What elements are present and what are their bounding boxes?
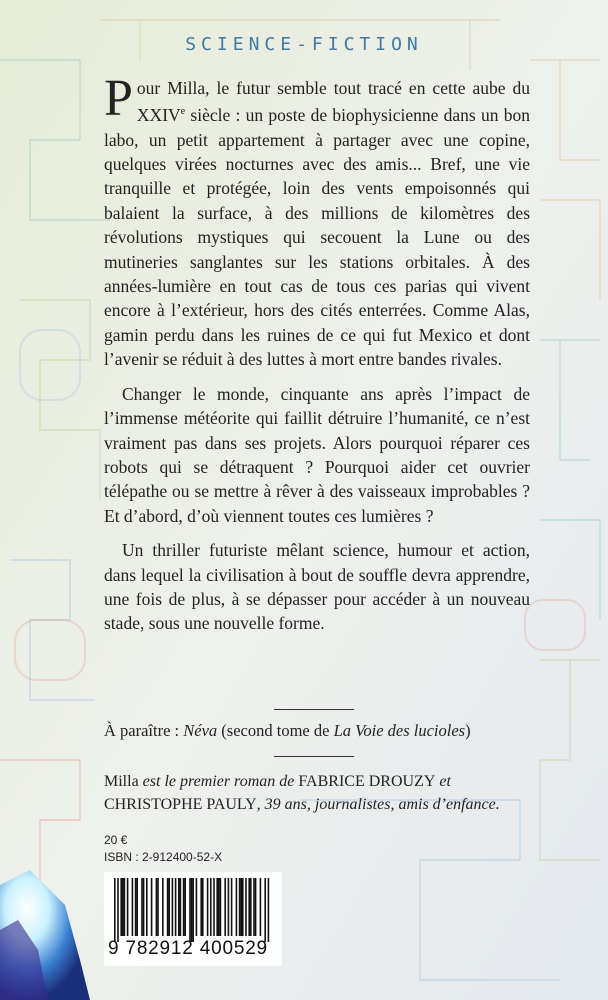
barcode-bar [180,878,182,936]
barcode-bar [245,878,247,936]
barcode-bar [242,878,244,936]
barcode-bar [268,878,270,942]
barcode-bar [224,878,226,936]
century-numeral: XXIV [136,105,181,126]
separator-line-2 [274,756,354,757]
barcode-bar [210,878,212,936]
barcode-bar [172,878,174,936]
author-note-text-3: , 39 ans, journalistes, amis d’enfance. [256,796,500,813]
drop-cap: P [104,70,133,127]
forthcoming-middle: (second tome de [217,721,334,740]
barcode-bar [124,878,126,936]
forthcoming-prefix: À paraître : [104,721,184,740]
barcode-bar [184,878,186,936]
barcode-bar [146,878,148,936]
barcode-bar [253,878,255,936]
book-title: Milla [104,773,139,790]
genre-header: SCIENCE-FICTION [185,34,423,55]
barcode-digits: 9 782912 400529 [108,938,268,959]
barcode-bar [143,878,145,936]
forthcoming-title: Néva [183,721,218,740]
barcode-bar [213,878,215,936]
century-superscript: e [180,106,186,118]
barcode-bar [141,878,143,936]
barcode-bar [200,878,202,936]
barcode-bar [218,878,220,936]
barcode-bar [175,878,177,936]
blurb-paragraph-1 [104,70,530,372]
price-label: 20 € [104,833,128,847]
barcode-bar [189,878,191,942]
barcode-bar [250,878,252,936]
barcode-bar [202,878,204,936]
blurb-paragraph-2: Changer le monde, cinquante ans après l’impact de l’immense météorite qui faillit détruire l’humanité, ce n’est vraiment pas dans ses projets. Alors pourquoi réparer ces robots qui se détraquent ? Pourquoi aider cet ouvrier télépathe ou se mettre à rêver à des vaisseaux improbables ? Et d’abord, d’où viennent toutes ces lumières ? [104,383,530,526]
blurb-p1-text-b: siècle : un poste de biophysicienne dans un bon labo, un petit appartement à partager avec une copine, quelques virées nocturnes avec des amis... Bref, une vie tranquille et protégée, loin des vents empoisonnés qui balaient la surface, à des millions de kilomètres des révolutions mystiques qui secouent la Lune ou des mutineries sanglantes sur les stations orbitales. À des années-lumière en tout cas de tous ces parias qui vivent encore à l’extérieur, hors des cités enterrées. Comme Alas, gamin perdu dans les ruines de ce qui fut Mexico et dont l’avenir se réduit à des luttes à mort entre bandes rivales. [104,105,530,370]
barcode-bar [167,878,169,936]
barcode-bar [183,878,185,936]
blurb-p1-text-a: our Milla, le futur semble tout tracé en cette aube du [136,78,530,98]
barcode-bar [240,878,242,936]
barcode-bar [120,878,122,936]
barcode-bar [228,878,230,936]
barcode-bar [196,878,198,936]
author-note-text-1: est le premier roman de [138,773,299,790]
barcode-bar [136,878,138,936]
barcode-bar [157,878,159,936]
barcode-bar [151,878,153,936]
author-note-text-2: et [435,773,451,790]
forthcoming-note [104,721,544,741]
barcode-bar [114,878,116,942]
separator-line-1 [274,709,354,710]
forthcoming-suffix: ) [465,721,471,740]
barcode-bar [220,878,222,936]
barcode-bar [127,878,129,936]
blurb [104,70,530,646]
isbn-label: ISBN : 2-912400-52-X [104,850,223,864]
barcode-bar [192,878,194,942]
barcode-bar [156,878,158,936]
barcode-bar [132,878,134,936]
barcode-bar [168,878,170,936]
barcode-bar [239,878,241,936]
barcode-bar [260,878,262,936]
barcode-bar [236,878,238,936]
barcode-bar [162,878,164,936]
blurb-paragraph-3: Un thriller futuriste mêlant science, humour et action, dans lequel la civilisation à bout de souffle devra apprendre, une fois de plus, à se dépasser pour accéder à un nouveau stade, sous une nouvelle forme. [104,540,530,634]
barcode-bar [178,878,180,936]
author-name-2: CHRISTOPHE PAULY [104,796,257,813]
barcode-bar [231,878,233,936]
barcode-bar [191,878,193,942]
barcode-bar [216,878,218,936]
author-note [104,770,534,816]
forthcoming-series: La Voie des lucioles [333,721,466,740]
barcode-bar [117,878,119,942]
author-name-1: FABRICE DROUZY [298,773,436,790]
barcode-bar [135,878,137,936]
barcode-bar [122,878,124,936]
barcode-bar [255,878,257,936]
barcode-bar [264,878,266,942]
barcode-bar [248,878,250,936]
barcode-bar [207,878,209,936]
